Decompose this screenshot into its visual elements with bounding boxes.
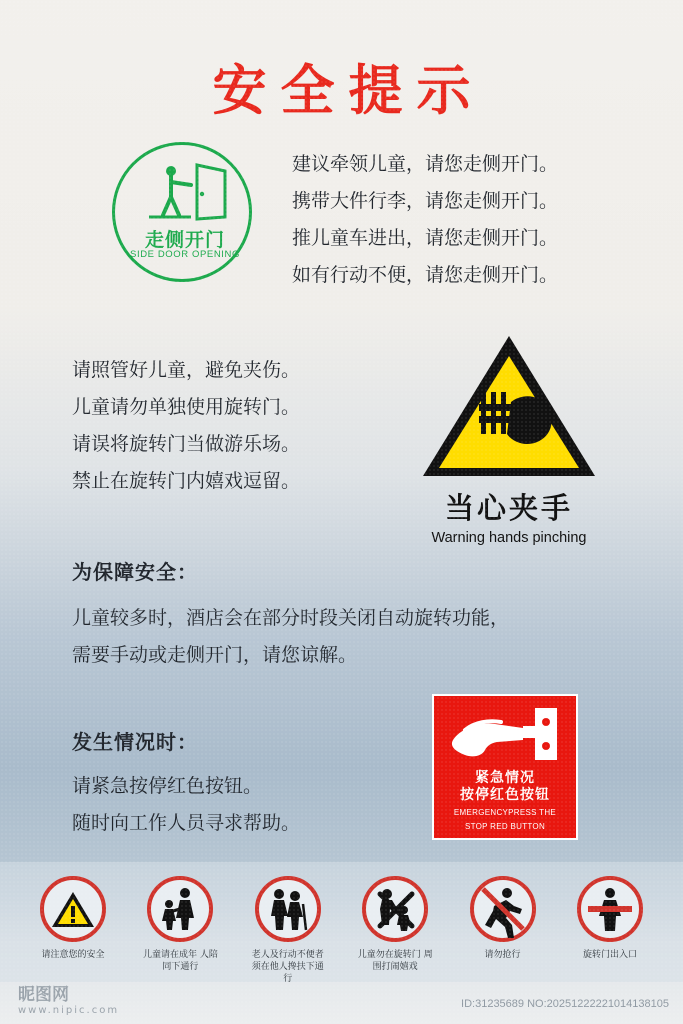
no-playing-near-door-icon xyxy=(362,876,428,942)
red-sign-cn-line2: 按停红色按钮 xyxy=(460,787,550,803)
section2-line-2: 儿童请勿单独使用旋转门。 xyxy=(72,396,301,418)
pinch-warning-en: Warning hands pinching xyxy=(431,530,587,546)
section2-line-1: 请照管好儿童，避免夹伤。 xyxy=(72,359,301,381)
section1-line-3: 推儿童车进出，请您走侧开门。 xyxy=(292,227,559,249)
section2-line-4: 禁止在旋转门内嬉戏逗留。 xyxy=(72,470,301,492)
section1-line-4: 如有行动不便，请您走侧开门。 xyxy=(292,264,559,286)
warning-triangle-icon xyxy=(40,876,106,942)
section4-heading: 发生情况时： xyxy=(72,730,198,754)
bottom-icon-0 xyxy=(34,876,112,985)
red-sign-en-line1: EMERGENCYPRESS THE xyxy=(453,808,557,817)
emergency-red-button-sign xyxy=(432,694,578,840)
watermark-url: www.nipic.com xyxy=(18,1005,120,1016)
section2-lines xyxy=(72,352,422,500)
bottom-icon-caption-2: 老人及行动不便者 须在他人搀扶下通行 xyxy=(251,950,324,984)
bottom-icon-3 xyxy=(356,876,434,985)
bottom-icon-caption-4: 请勿抢行 xyxy=(484,950,521,960)
no-entry-person-icon xyxy=(577,876,643,942)
section3-lines xyxy=(72,600,612,674)
section3-heading: 为保障安全： xyxy=(72,560,198,584)
slash-overlay-icon xyxy=(470,876,536,942)
bottom-icon-5 xyxy=(571,876,649,985)
elderly-assist-icon xyxy=(255,876,321,942)
bottom-icon-caption-1: 儿童请在成年 人陪同下通行 xyxy=(142,950,218,972)
no-running-icon xyxy=(470,876,536,942)
badge-label: 走侧开门 xyxy=(144,230,225,251)
side-door-opening-icon xyxy=(141,161,231,223)
bottom-icon-strip xyxy=(0,862,683,982)
section4-line-2: 随时向工作人员寻求帮助。 xyxy=(72,812,301,834)
bottom-icon-caption-5: 旋转门出入口 xyxy=(582,950,637,960)
red-sign-en-line2: STOP RED BUTTON xyxy=(464,822,546,831)
pinch-warning-cn: 当心夹手 xyxy=(444,491,573,525)
bottom-icon-caption-3: 儿童勿在旋转门 周围打闹嬉戏 xyxy=(357,950,433,972)
page-title: 安全提示 xyxy=(212,59,485,122)
bottom-icon-4 xyxy=(464,876,542,985)
badge-sublabel: SIDE DOOR OPENING xyxy=(130,249,240,260)
section1-lines xyxy=(292,146,622,294)
bottom-icon-caption-0: 请注意您的安全 xyxy=(41,950,105,960)
section1-line-1: 建议牵领儿童，请您走侧开门。 xyxy=(292,153,559,175)
id-text: ID:31235689 NO:20251222221014138105 xyxy=(461,998,669,1010)
section4-lines xyxy=(72,768,412,842)
watermark-name: 昵图网 xyxy=(18,985,69,1005)
section1-line-2: 携带大件行李，请您走侧开门。 xyxy=(292,190,559,212)
watermark xyxy=(18,980,119,1016)
section2-line-3: 请误将旋转门当做游乐场。 xyxy=(72,433,301,455)
side-door-opening-badge xyxy=(112,142,252,282)
hand-pinch-warning-triangle-icon xyxy=(419,330,599,480)
child-with-adult-icon xyxy=(147,876,213,942)
hand-press-button-icon xyxy=(434,700,576,768)
slash-overlay-icon xyxy=(577,876,643,942)
section3-line-2: 需要手动或走侧开门，请您谅解。 xyxy=(72,644,358,666)
pinch-warning-block xyxy=(394,330,624,546)
red-sign-cn-line1: 紧急情况 xyxy=(475,770,535,786)
section3-line-1: 儿童较多时，酒店会在部分时段关闭自动旋转功能， xyxy=(72,607,510,629)
section4-line-1: 请紧急按停红色按钮。 xyxy=(72,775,263,797)
bottom-icon-1 xyxy=(141,876,219,985)
bottom-icon-2 xyxy=(249,876,327,985)
